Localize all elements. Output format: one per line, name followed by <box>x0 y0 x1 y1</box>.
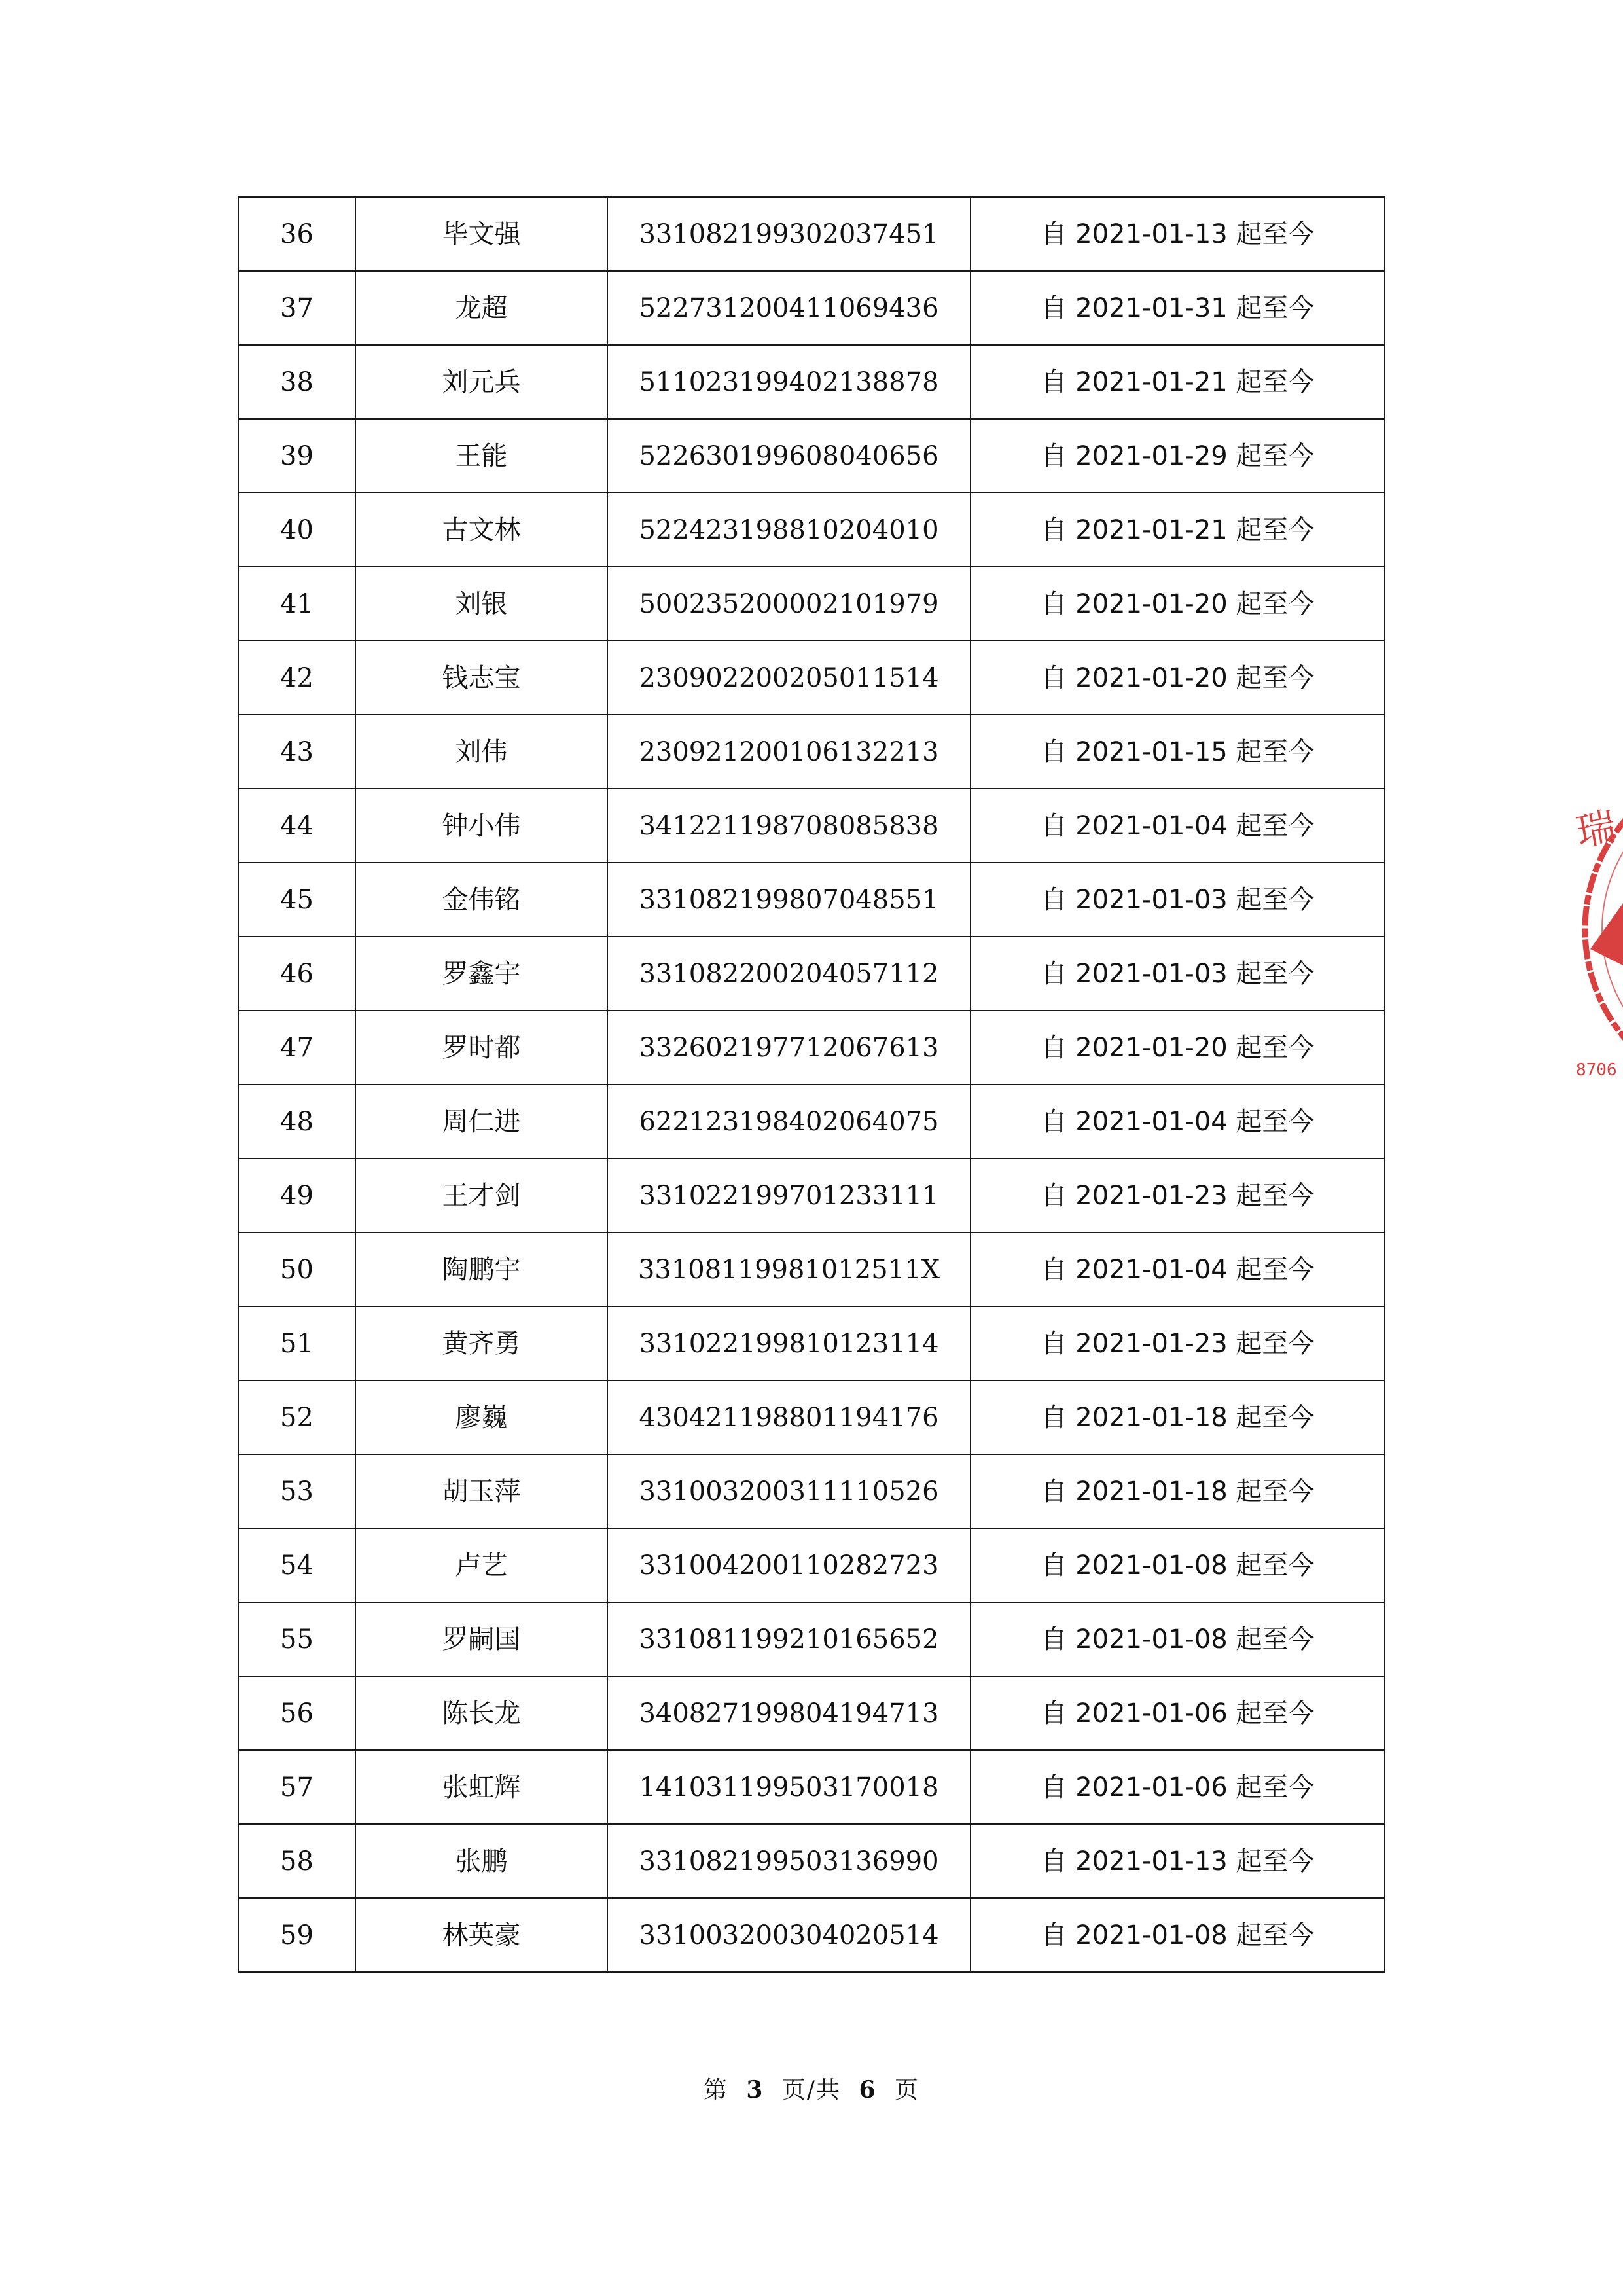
id-number-cell: 430421198801194176 <box>607 1380 971 1454</box>
name-cell: 张虹辉 <box>355 1750 607 1824</box>
row-number-cell: 58 <box>238 1824 355 1898</box>
id-number-cell: 331082199503136990 <box>607 1824 971 1898</box>
table-row <box>238 715 1385 789</box>
since-date-cell: 自 2021-01-15 起至今 <box>971 715 1385 789</box>
table-row <box>238 1602 1385 1676</box>
id-number-cell: 332602197712067613 <box>607 1011 971 1085</box>
since-date-cell: 自 2021-01-03 起至今 <box>971 863 1385 937</box>
id-number-cell: 331003200311110526 <box>607 1454 971 1528</box>
name-cell: 毕文强 <box>355 197 607 271</box>
table-row <box>238 1232 1385 1306</box>
since-date-cell: 自 2021-01-08 起至今 <box>971 1898 1385 1972</box>
name-cell: 张鹏 <box>355 1824 607 1898</box>
row-number-cell: 50 <box>238 1232 355 1306</box>
row-number-cell: 54 <box>238 1528 355 1602</box>
id-number-cell: 331022199701233111 <box>607 1158 971 1232</box>
page-footer <box>0 2072 1623 2105</box>
id-number-cell: 230902200205011514 <box>607 641 971 715</box>
row-number-cell: 55 <box>238 1602 355 1676</box>
row-number-cell: 45 <box>238 863 355 937</box>
table-row <box>238 1085 1385 1158</box>
table-row <box>238 1898 1385 1972</box>
table-row <box>238 419 1385 493</box>
name-cell: 林英豪 <box>355 1898 607 1972</box>
table-row <box>238 567 1385 641</box>
since-date-cell: 自 2021-01-03 起至今 <box>971 937 1385 1011</box>
table-row <box>238 1528 1385 1602</box>
row-number-cell: 57 <box>238 1750 355 1824</box>
name-cell: 卢艺 <box>355 1528 607 1602</box>
row-number-cell: 43 <box>238 715 355 789</box>
table-row <box>238 641 1385 715</box>
row-number-cell: 47 <box>238 1011 355 1085</box>
since-date-cell: 自 2021-01-06 起至今 <box>971 1750 1385 1824</box>
seal-text: 瑞 <box>1573 804 1620 856</box>
row-number-cell: 42 <box>238 641 355 715</box>
since-date-cell: 自 2021-01-18 起至今 <box>971 1454 1385 1528</box>
table-row <box>238 271 1385 345</box>
name-cell: 陈长龙 <box>355 1676 607 1750</box>
footer-page-number: 3 <box>746 2076 764 2104</box>
since-date-cell: 自 2021-01-13 起至今 <box>971 1824 1385 1898</box>
name-cell: 王才剑 <box>355 1158 607 1232</box>
row-number-cell: 59 <box>238 1898 355 1972</box>
seal-code: 8706 <box>1576 1060 1617 1080</box>
name-cell: 龙超 <box>355 271 607 345</box>
row-number-cell: 40 <box>238 493 355 567</box>
since-date-cell: 自 2021-01-18 起至今 <box>971 1380 1385 1454</box>
since-date-cell: 自 2021-01-20 起至今 <box>971 641 1385 715</box>
since-date-cell: 自 2021-01-21 起至今 <box>971 345 1385 419</box>
name-cell: 古文林 <box>355 493 607 567</box>
row-number-cell: 38 <box>238 345 355 419</box>
table-row <box>238 1380 1385 1454</box>
since-date-cell: 自 2021-01-04 起至今 <box>971 1232 1385 1306</box>
name-cell: 周仁进 <box>355 1085 607 1158</box>
id-number-cell: 331082199807048551 <box>607 863 971 937</box>
since-date-cell: 自 2021-01-21 起至今 <box>971 493 1385 567</box>
since-date-cell: 自 2021-01-20 起至今 <box>971 1011 1385 1085</box>
row-number-cell: 51 <box>238 1306 355 1380</box>
id-number-cell: 331082200204057112 <box>607 937 971 1011</box>
since-date-cell: 自 2021-01-04 起至今 <box>971 789 1385 863</box>
row-number-cell: 39 <box>238 419 355 493</box>
table-row <box>238 493 1385 567</box>
table-row <box>238 1750 1385 1824</box>
table-row <box>238 1158 1385 1232</box>
since-date-cell: 自 2021-01-20 起至今 <box>971 567 1385 641</box>
id-number-cell: 500235200002101979 <box>607 567 971 641</box>
since-date-cell: 自 2021-01-08 起至今 <box>971 1528 1385 1602</box>
row-number-cell: 41 <box>238 567 355 641</box>
name-cell: 黄齐勇 <box>355 1306 607 1380</box>
id-number-cell: 33108119981012511X <box>607 1232 971 1306</box>
row-number-cell: 48 <box>238 1085 355 1158</box>
name-cell: 罗时都 <box>355 1011 607 1085</box>
name-cell: 王能 <box>355 419 607 493</box>
row-number-cell: 46 <box>238 937 355 1011</box>
footer-prefix: 第 <box>703 2077 728 2104</box>
id-number-cell: 522731200411069436 <box>607 271 971 345</box>
since-date-cell: 自 2021-01-31 起至今 <box>971 271 1385 345</box>
row-number-cell: 44 <box>238 789 355 863</box>
id-number-cell: 331004200110282723 <box>607 1528 971 1602</box>
since-date-cell: 自 2021-01-13 起至今 <box>971 197 1385 271</box>
since-date-cell: 自 2021-01-04 起至今 <box>971 1085 1385 1158</box>
red-seal-stamp <box>1564 753 1623 1106</box>
table-row <box>238 863 1385 937</box>
roster-table <box>238 196 1385 1973</box>
id-number-cell: 331003200304020514 <box>607 1898 971 1972</box>
since-date-cell: 自 2021-01-29 起至今 <box>971 419 1385 493</box>
footer-suffix: 页 <box>895 2077 920 2104</box>
name-cell: 钱志宝 <box>355 641 607 715</box>
since-date-cell: 自 2021-01-06 起至今 <box>971 1676 1385 1750</box>
id-number-cell: 340827199804194713 <box>607 1676 971 1750</box>
name-cell: 胡玉萍 <box>355 1454 607 1528</box>
row-number-cell: 52 <box>238 1380 355 1454</box>
row-number-cell: 49 <box>238 1158 355 1232</box>
since-date-cell: 自 2021-01-23 起至今 <box>971 1158 1385 1232</box>
table-row <box>238 1011 1385 1085</box>
id-number-cell: 511023199402138878 <box>607 345 971 419</box>
footer-total-pages: 6 <box>859 2076 877 2104</box>
id-number-cell: 331081199210165652 <box>607 1602 971 1676</box>
id-number-cell: 331082199302037451 <box>607 197 971 271</box>
table-row <box>238 197 1385 271</box>
roster-table-body <box>238 197 1385 1972</box>
id-number-cell: 331022199810123114 <box>607 1306 971 1380</box>
name-cell: 钟小伟 <box>355 789 607 863</box>
name-cell: 刘伟 <box>355 715 607 789</box>
id-number-cell: 522423198810204010 <box>607 493 971 567</box>
table-row <box>238 789 1385 863</box>
table-row <box>238 1676 1385 1750</box>
name-cell: 罗嗣国 <box>355 1602 607 1676</box>
table-row <box>238 1824 1385 1898</box>
id-number-cell: 622123198402064075 <box>607 1085 971 1158</box>
id-number-cell: 230921200106132213 <box>607 715 971 789</box>
table-row <box>238 1306 1385 1380</box>
id-number-cell: 522630199608040656 <box>607 419 971 493</box>
name-cell: 廖巍 <box>355 1380 607 1454</box>
table-row <box>238 1454 1385 1528</box>
since-date-cell: 自 2021-01-08 起至今 <box>971 1602 1385 1676</box>
table-row <box>238 345 1385 419</box>
since-date-cell: 自 2021-01-23 起至今 <box>971 1306 1385 1380</box>
name-cell: 刘银 <box>355 567 607 641</box>
table-row <box>238 937 1385 1011</box>
row-number-cell: 37 <box>238 271 355 345</box>
name-cell: 罗鑫宇 <box>355 937 607 1011</box>
name-cell: 陶鹏宇 <box>355 1232 607 1306</box>
row-number-cell: 53 <box>238 1454 355 1528</box>
id-number-cell: 341221198708085838 <box>607 789 971 863</box>
name-cell: 金伟铭 <box>355 863 607 937</box>
footer-middle: 页/共 <box>781 2077 842 2104</box>
row-number-cell: 36 <box>238 197 355 271</box>
name-cell: 刘元兵 <box>355 345 607 419</box>
row-number-cell: 56 <box>238 1676 355 1750</box>
id-number-cell: 141031199503170018 <box>607 1750 971 1824</box>
